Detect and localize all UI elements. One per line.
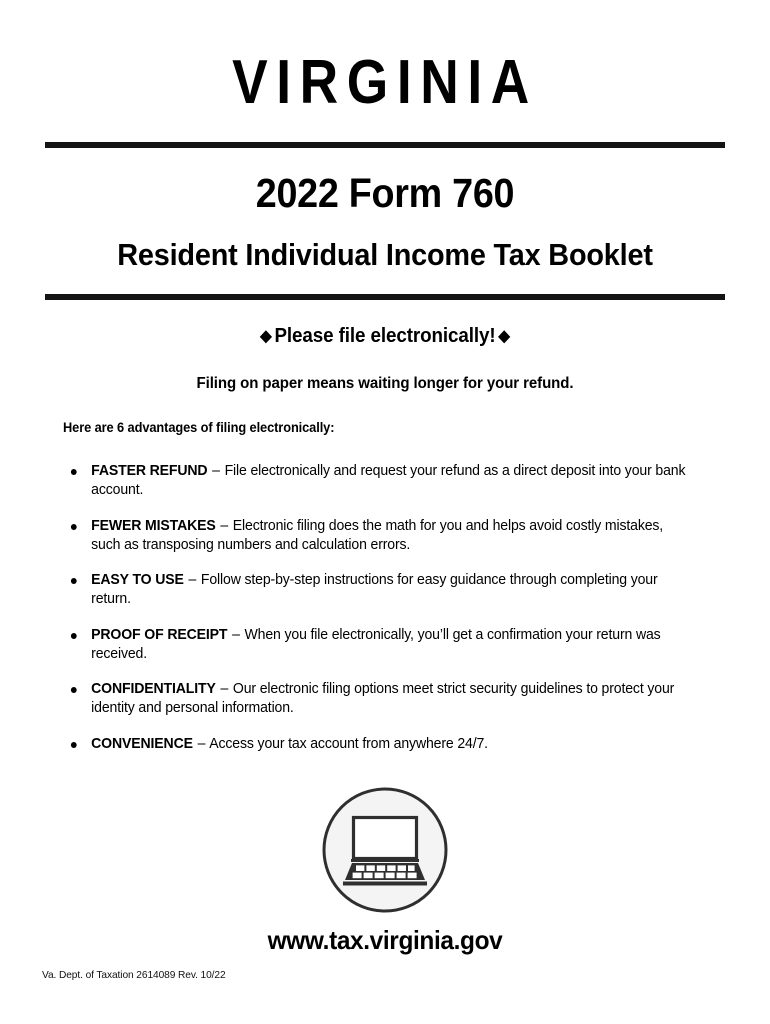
bullet-dot-icon xyxy=(71,742,77,748)
list-item-dash: – xyxy=(212,463,220,479)
list-item-term: FASTER REFUND xyxy=(91,463,208,479)
list-item-description: Follow step-by-step instructions for easy guidance through completing your return. xyxy=(91,572,658,608)
form-title: 2022 Form 760 xyxy=(255,170,515,216)
list-item xyxy=(68,680,686,719)
bullet-dot-icon xyxy=(71,524,77,530)
list-item-dash: – xyxy=(197,735,206,752)
list-item xyxy=(68,462,686,501)
list-item-term: PROOF OF RECEIPT xyxy=(91,626,228,643)
list-item-term: CONVENIENCE xyxy=(91,735,193,752)
list-item xyxy=(68,571,686,610)
efile-subheadline: Filing on paper means waiting longer for your refund. xyxy=(196,375,574,392)
list-item-description: Electronic filing does the math for you and helps avoid costly mistakes, such as transposing numbers and calculation errors. xyxy=(91,517,664,553)
page-title: VIRGINIA xyxy=(232,48,538,117)
list-item-term: FEWER MISTAKES xyxy=(91,517,216,534)
efile-headline-text: Please file electronically! xyxy=(274,325,496,347)
divider-bottom xyxy=(45,294,725,300)
list-item-description: File electronically and request your refund as a direct deposit into your bank account. xyxy=(91,463,686,499)
list-item xyxy=(68,517,686,556)
list-item-dash: – xyxy=(188,572,197,588)
divider-top xyxy=(45,142,725,148)
booklet-subtitle: Resident Individual Income Tax Booklet xyxy=(117,237,653,272)
list-item-term: EASY TO USE xyxy=(91,572,184,588)
bullet-dot-icon xyxy=(71,633,77,639)
bullet-dot-icon xyxy=(71,469,77,475)
legal-footer-text: Va. Dept. of Taxation 2614089 Rev. 10/22 xyxy=(42,969,226,981)
list-item xyxy=(68,735,686,754)
list-item-dash: – xyxy=(220,517,229,534)
bullet-dot-icon xyxy=(71,687,77,693)
efile-headline xyxy=(23,325,747,348)
list-item-description: When you file electronically, you’ll get a confirmation your return was received. xyxy=(91,626,661,662)
diamond-left-icon: ◆ xyxy=(260,328,272,345)
advantages-heading: Here are 6 advantages of filing electronically: xyxy=(63,420,335,435)
website-url[interactable]: www.tax.virginia.gov xyxy=(267,925,503,955)
list-item-term: CONFIDENTIALITY xyxy=(91,681,216,697)
list-item-dash: – xyxy=(220,681,229,697)
bullet-dot-icon xyxy=(71,578,77,584)
list-item-description: Our electronic filing options meet strict security guidelines to protect your identity and personal information. xyxy=(91,681,675,717)
laptop-badge xyxy=(321,786,449,914)
advantages-list xyxy=(68,462,708,754)
diamond-right-icon: ◆ xyxy=(498,328,510,345)
list-item xyxy=(68,626,686,665)
list-item-dash: – xyxy=(232,626,240,643)
list-item-description: Access your tax account from anywhere 24/7. xyxy=(209,735,488,752)
